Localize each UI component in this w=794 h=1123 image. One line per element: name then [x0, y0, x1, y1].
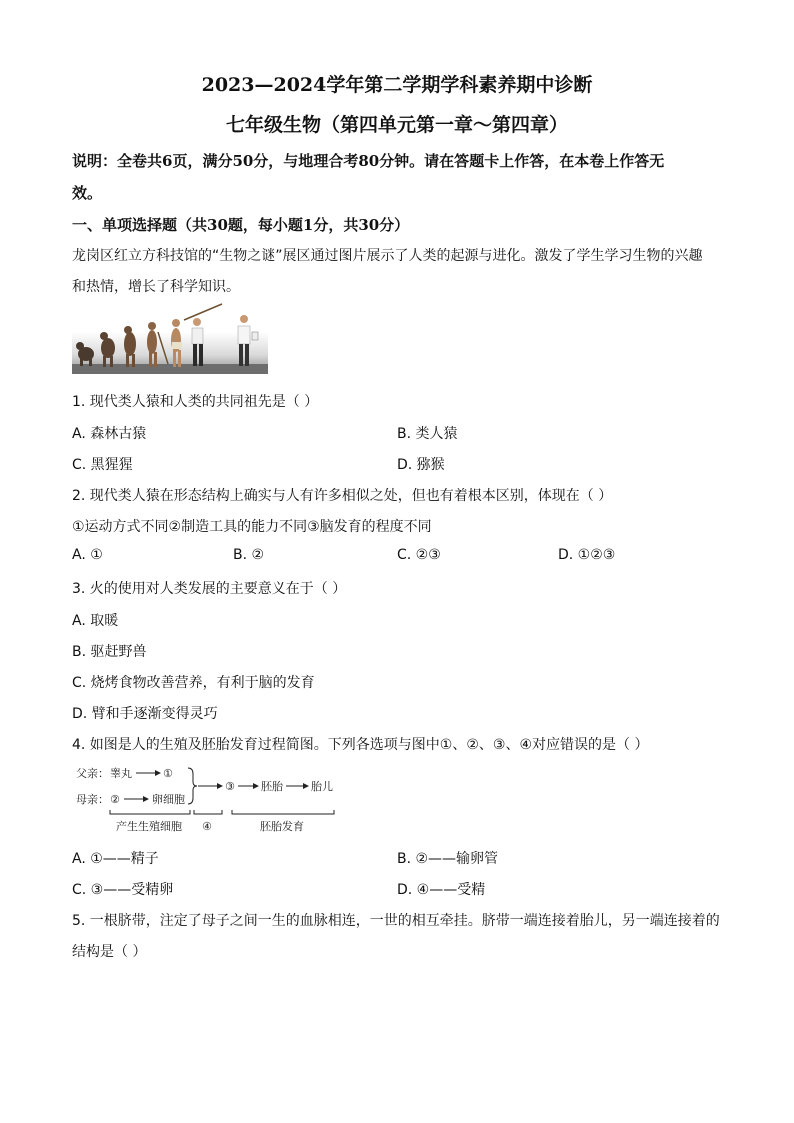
question-1-option-d[interactable]: D. 猕猴	[397, 457, 445, 473]
question-2-stem: 2. 现代类人猿在形态结构上确实与人有许多相似之处，但也有着根本区别，体现在（ ）	[72, 488, 613, 504]
question-3-option-c[interactable]: C. 烧烤食物改善营养，有利于脑的发育	[72, 675, 315, 691]
diagram-mother-label: 母亲：	[76, 793, 109, 806]
question-5-stem-line-1: 5. 一根脐带，注定了母子之间一生的血脉相连，一世的相互牵挂。脐带一端连接着胎儿，另一端连接着的	[72, 913, 720, 929]
diagram-egg-label: 卵细胞	[152, 793, 185, 806]
diagram-embryo-label: 胚胎	[261, 780, 283, 793]
question-1-stem: 1. 现代类人猿和人类的共同祖先是（ ）	[72, 394, 319, 410]
question-2-option-a[interactable]: A. ①	[72, 547, 103, 563]
section-heading: 一、单项选择题（共30题，每小题1分，共30分）	[72, 216, 410, 234]
question-3-stem: 3. 火的使用对人类发展的主要意义在于（ ）	[72, 581, 347, 597]
diagram-bracket-fertilization	[194, 810, 222, 814]
diagram-gametes-label: 产生生殖细胞	[116, 820, 182, 833]
question-2-option-d[interactable]: D. ①②③	[558, 547, 616, 563]
diagram-marker-3: ③	[225, 780, 235, 793]
question-5-stem-line-2: 结构是（ ）	[72, 944, 147, 960]
instructions-line-1: 说明：全卷共6页，满分50分，与地理合考80分钟。请在答题卡上作答，在本卷上作答无	[72, 152, 665, 170]
diagram-fetus-label: 胎儿	[311, 780, 333, 793]
diagram-marker-4: ④	[202, 820, 212, 833]
question-1-option-a[interactable]: A. 森林古猿	[72, 426, 147, 442]
question-3-option-a[interactable]: A. 取暖	[72, 613, 119, 629]
diagram-testis-label: 睾丸	[110, 767, 132, 780]
diagram-father-label: 父亲：	[76, 767, 109, 780]
section-intro-line-2: 和热情，增长了科学知识。	[72, 279, 240, 295]
question-1-option-b[interactable]: B. 类人猿	[397, 426, 458, 442]
reproduction-diagram	[72, 764, 342, 836]
question-2-statements: ①运动方式不同②制造工具的能力不同③脑发育的程度不同	[72, 519, 432, 535]
question-4-option-a[interactable]: A. ①——精子	[72, 851, 159, 867]
diagram-bracket-gametes	[110, 810, 190, 814]
human-evolution-image	[72, 302, 268, 374]
exam-subtitle: 七年级生物（第四单元第一章～第四章）	[225, 114, 568, 136]
question-4-option-d[interactable]: D. ④——受精	[397, 882, 486, 898]
question-2-option-c[interactable]: C. ②③	[397, 547, 441, 563]
diagram-bracket-development	[232, 810, 334, 814]
question-3-option-d[interactable]: D. 臂和手逐渐变得灵巧	[72, 706, 218, 722]
section-intro-line-1: 龙岗区红立方科技馆的“生物之谜”展区通过图片展示了人类的起源与进化。激发了学生学习生物的兴趣	[72, 248, 703, 264]
question-4-option-b[interactable]: B. ②——输卵管	[397, 851, 499, 867]
question-3-option-b[interactable]: B. 驱赶野兽	[72, 644, 147, 660]
question-2-option-b[interactable]: B. ②	[233, 547, 265, 563]
question-4-stem: 4. 如图是人的生殖及胚胎发育过程简图。下列各选项与图中①、②、③、④对应错误的是（ ）	[72, 737, 649, 753]
diagram-marker-2: ②	[110, 793, 120, 806]
question-1-option-c[interactable]: C. 黑猩猩	[72, 457, 133, 473]
diagram-marker-1: ①	[163, 767, 173, 780]
diagram-development-label: 胚胎发育	[260, 820, 304, 833]
instructions-line-2: 效。	[72, 184, 103, 202]
exam-title: 2023—2024学年第二学期学科素养期中诊断	[201, 74, 593, 96]
question-4-option-c[interactable]: C. ③——受精卵	[72, 882, 174, 898]
diagram-brace	[188, 768, 197, 804]
